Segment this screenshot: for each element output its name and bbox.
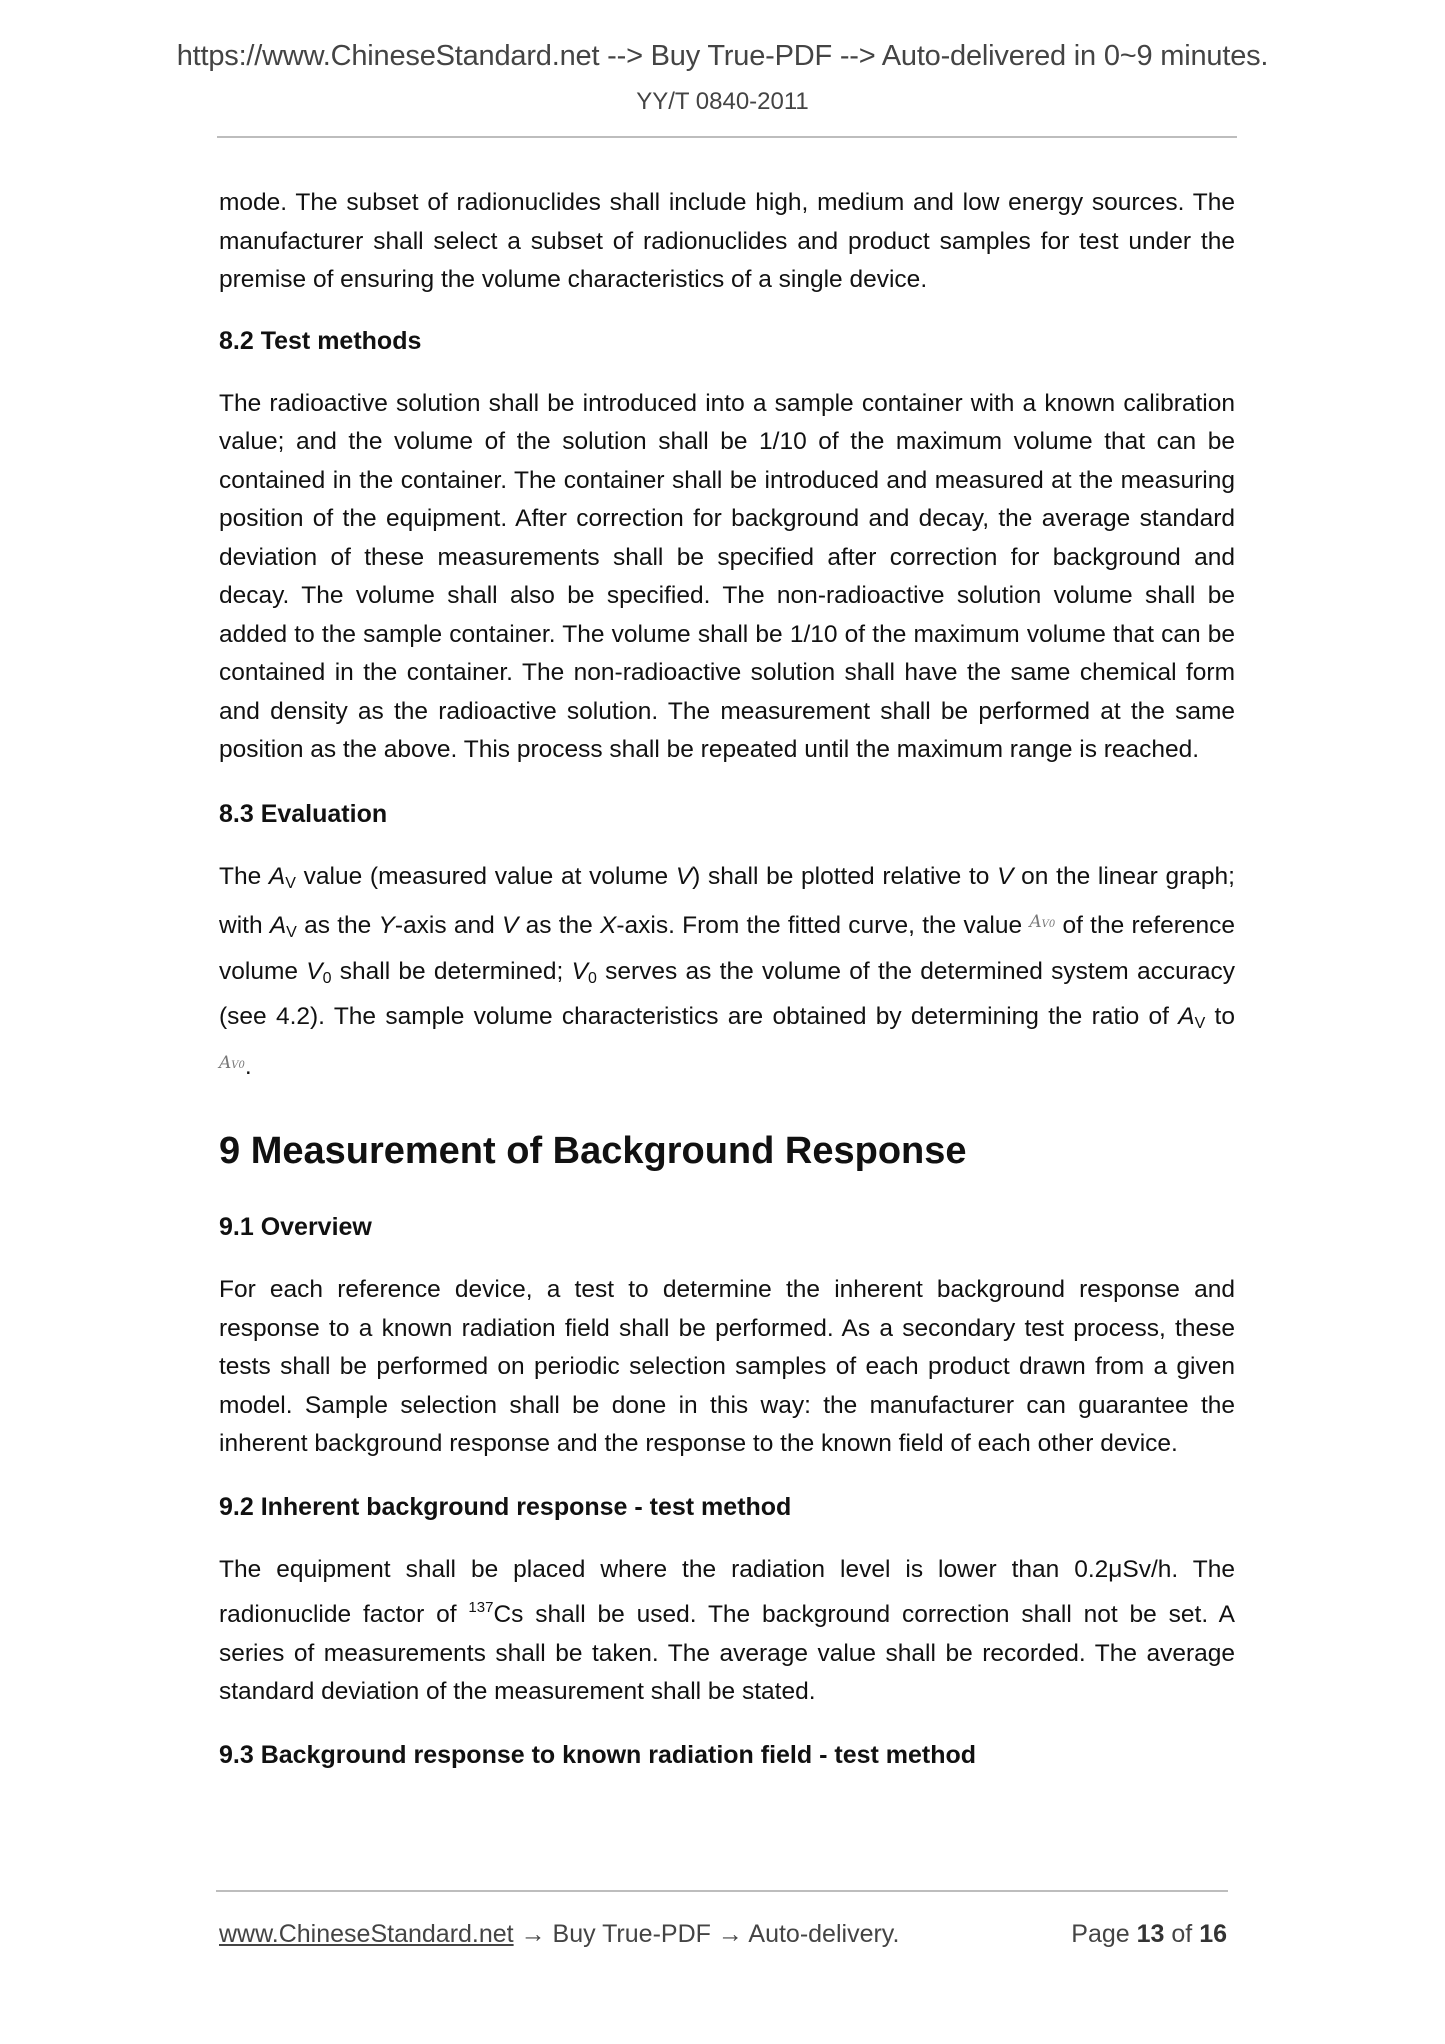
page-number: Page 13 of 16 (1071, 1920, 1227, 1948)
standard-code: YY/T 0840-2011 (636, 88, 809, 115)
section-9-3-heading: 9.3 Background response to known radiation field - test method (219, 1740, 977, 1769)
document-body (219, 184, 1235, 1774)
section-8-3-paragraph: The $A_V$ value (measured value at volume V) shall be plotted relative to V on the linear graph; with $A_V$ as the Y-axis and V as the X-axis. From the fitted curve, the value $^{AV0}$ of the reference volume $V_0$ shall be determined; $V_0$ serves as the volume of the determined system accuracy (see 4.2). The sample volume characteristics are obtained by determining the ratio of $A_V$ to $^{AV0}$. (219, 862, 1235, 1080)
intro-paragraph: mode. The subset of radionuclides shall include high, medium and low energy sources. The manufacturer shall select a subset of radionuclides and product samples for test under the premise of ensuring the volume characteristics of a single device. (219, 189, 1235, 293)
section-8-2-heading: 8.2 Test methods (219, 326, 422, 355)
footer-trail: → Buy True-PDF → Auto-delivery. (513, 1920, 900, 1948)
section-9-1-paragraph: For each reference device, a test to determine the inherent background response and response to a known radiation field shall be performed. As a secondary test process, these tests shall be performed on periodic selection samples of each product drawn from a given model. Sample selection shall be done in this way: the manufacturer can guarantee the inherent background response and the response to the known field of each other device. (219, 1276, 1235, 1457)
top-banner: https://www.ChineseStandard.net --> Buy True-PDF --> Auto-delivered in 0~9 minutes. (176, 40, 1269, 72)
section-9-heading: 9 Measurement of Background Response (219, 1130, 967, 1172)
header-divider (217, 136, 1237, 138)
page-footer (219, 1920, 1227, 1949)
section-8-2-paragraph: The radioactive solution shall be introduced into a sample container with a known calibration value; and the volume of the solution shall be 1/10 of the maximum volume that can be contained in the container. The container shall be introduced and measured at the measuring position of the equipment. After correction for background and decay, the average standard deviation of these measurements shall be specified after correction for background and decay. The volume shall also be specified. The non-radioactive solution volume shall be added to the sample container. The volume shall be 1/10 of the maximum volume that can be contained in the container. The non-radioactive solution shall have the same chemical form and density as the radioactive solution. The measurement shall be performed at the same position as the above. This process shall be repeated until the maximum range is reached. (219, 389, 1235, 763)
formula-av0: AV0 (219, 1052, 245, 1073)
formula-av0: AV0 (1029, 912, 1056, 932)
footer-site-link[interactable]: www.ChineseStandard.net (219, 1920, 514, 1948)
section-9-2-heading: 9.2 Inherent background response - test method (219, 1492, 792, 1521)
section-8-3-heading: 8.3 Evaluation (219, 799, 388, 828)
section-9-2-paragraph: The equipment shall be placed where the radiation level is lower than 0.2μSv/h. The radionuclide factor of $^{137}$Cs shall be used. The background correction shall not be set. A series of measurements shall be taken. The average value shall be recorded. The average standard deviation of the measurement shall be stated. (219, 1555, 1235, 1705)
section-9-1-heading: 9.1 Overview (219, 1213, 372, 1241)
footer-divider (216, 1890, 1228, 1892)
